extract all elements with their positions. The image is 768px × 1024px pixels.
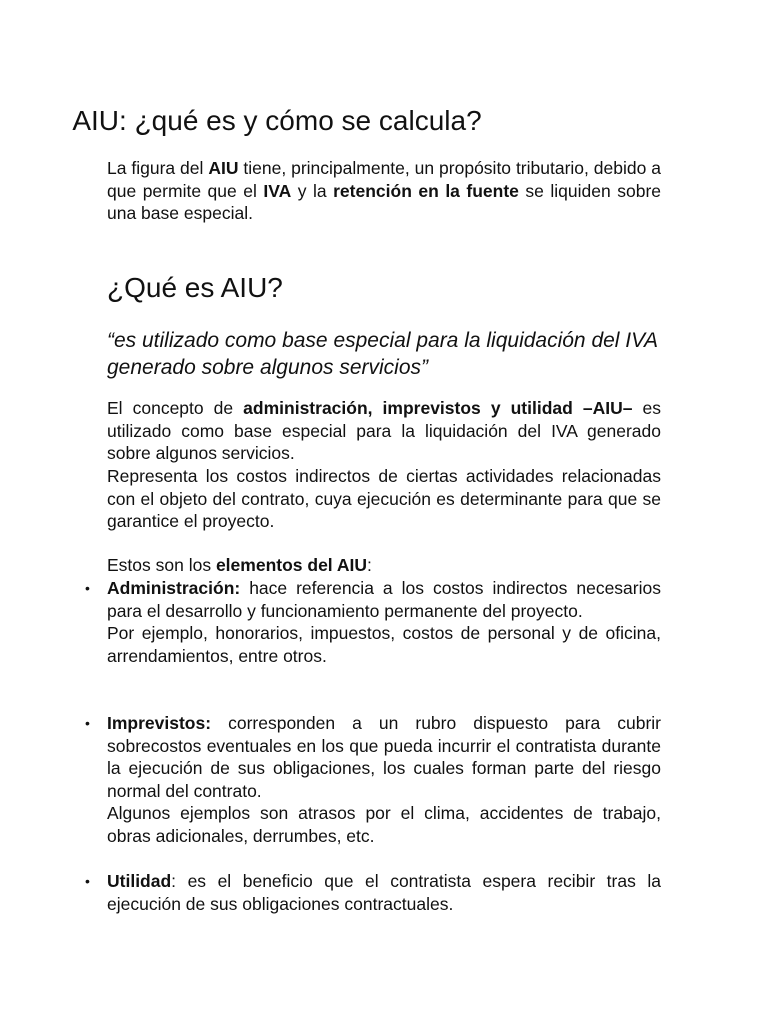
bullet-icon: •: [85, 873, 90, 889]
document-title: AIU: ¿qué es y cómo se calcula?: [72, 105, 482, 136]
list-item-imprevistos: [85, 712, 661, 847]
section-heading: ¿Qué es AIU?: [107, 272, 283, 303]
intro-text: se liquiden sobre una base especial.: [107, 180, 662, 223]
intro-bold-iva: IVA: [263, 180, 292, 201]
concept-text: es utilizado como base especial para la liquidación del IVA generado sobre algunos servicios.: [107, 398, 661, 463]
elements-intro: [107, 554, 661, 577]
list-item-term: Utilidad: [107, 871, 172, 891]
elements-intro-text: Estos son los: [107, 555, 216, 575]
intro-text: La figura del: [107, 158, 209, 178]
list-item-example: Por ejemplo, honorarios, impuestos, costos de personal y de oficina, arrendamientos, entre otros.: [107, 623, 661, 666]
elements-intro-text: :: [367, 555, 372, 575]
list-item-example: Algunos ejemplos son atrasos por el clima, accidentes de trabajo, obras adicionales, derrumbes, etc.: [107, 803, 661, 846]
pull-quote: “es utilizado como base especial para la liquidación del IVA generado sobre algunos servicios”: [107, 329, 658, 379]
list-item-term: Imprevistos:: [107, 713, 212, 733]
concept-paragraph: [107, 397, 661, 465]
intro-bold-aiu: AIU: [208, 158, 239, 178]
concept-bold: administración, imprevistos y utilidad –AIU–: [243, 398, 633, 418]
bullet-icon: •: [85, 580, 90, 596]
concept-text: El concepto de: [107, 398, 244, 418]
list-item-utilidad: [85, 870, 661, 915]
list-item-description: corresponden a un rubro dispuesto para cubrir sobrecostos eventuales en los que pueda incurrir el contratista durante la ejecución de sus obligaciones, los cuales forman parte del riesgo normal del contrato.: [107, 713, 661, 801]
list-item-text: [107, 577, 661, 622]
intro-text: y la: [291, 180, 334, 201]
bullet-icon: •: [85, 715, 90, 731]
list-item-description: hace referencia a los costos indirectos necesarios para el desarrollo y funcionamiento permanente del proyecto.: [107, 578, 661, 621]
intro-paragraph: [107, 157, 661, 225]
list-item-administracion: [85, 577, 661, 667]
list-item-description: : es el beneficio que el contratista espera recibir tras la ejecución de sus obligaciones contractuales.: [107, 871, 661, 914]
list-item-term: Administración:: [107, 578, 241, 598]
intro-bold-retencion: retención en la fuente: [333, 180, 519, 201]
list-item-text: [107, 870, 661, 915]
list-item-text: [107, 712, 661, 802]
represent-paragraph: Representa los costos indirectos de ciertas actividades relacionadas con el objeto del contrato, cuya ejecución es determinante para que se garantice el proyecto.: [107, 466, 661, 531]
intro-text: tiene, principalmente, un propósito tributario, debido a que permite que el: [107, 158, 661, 201]
elements-intro-bold: elementos del AIU: [215, 555, 368, 575]
